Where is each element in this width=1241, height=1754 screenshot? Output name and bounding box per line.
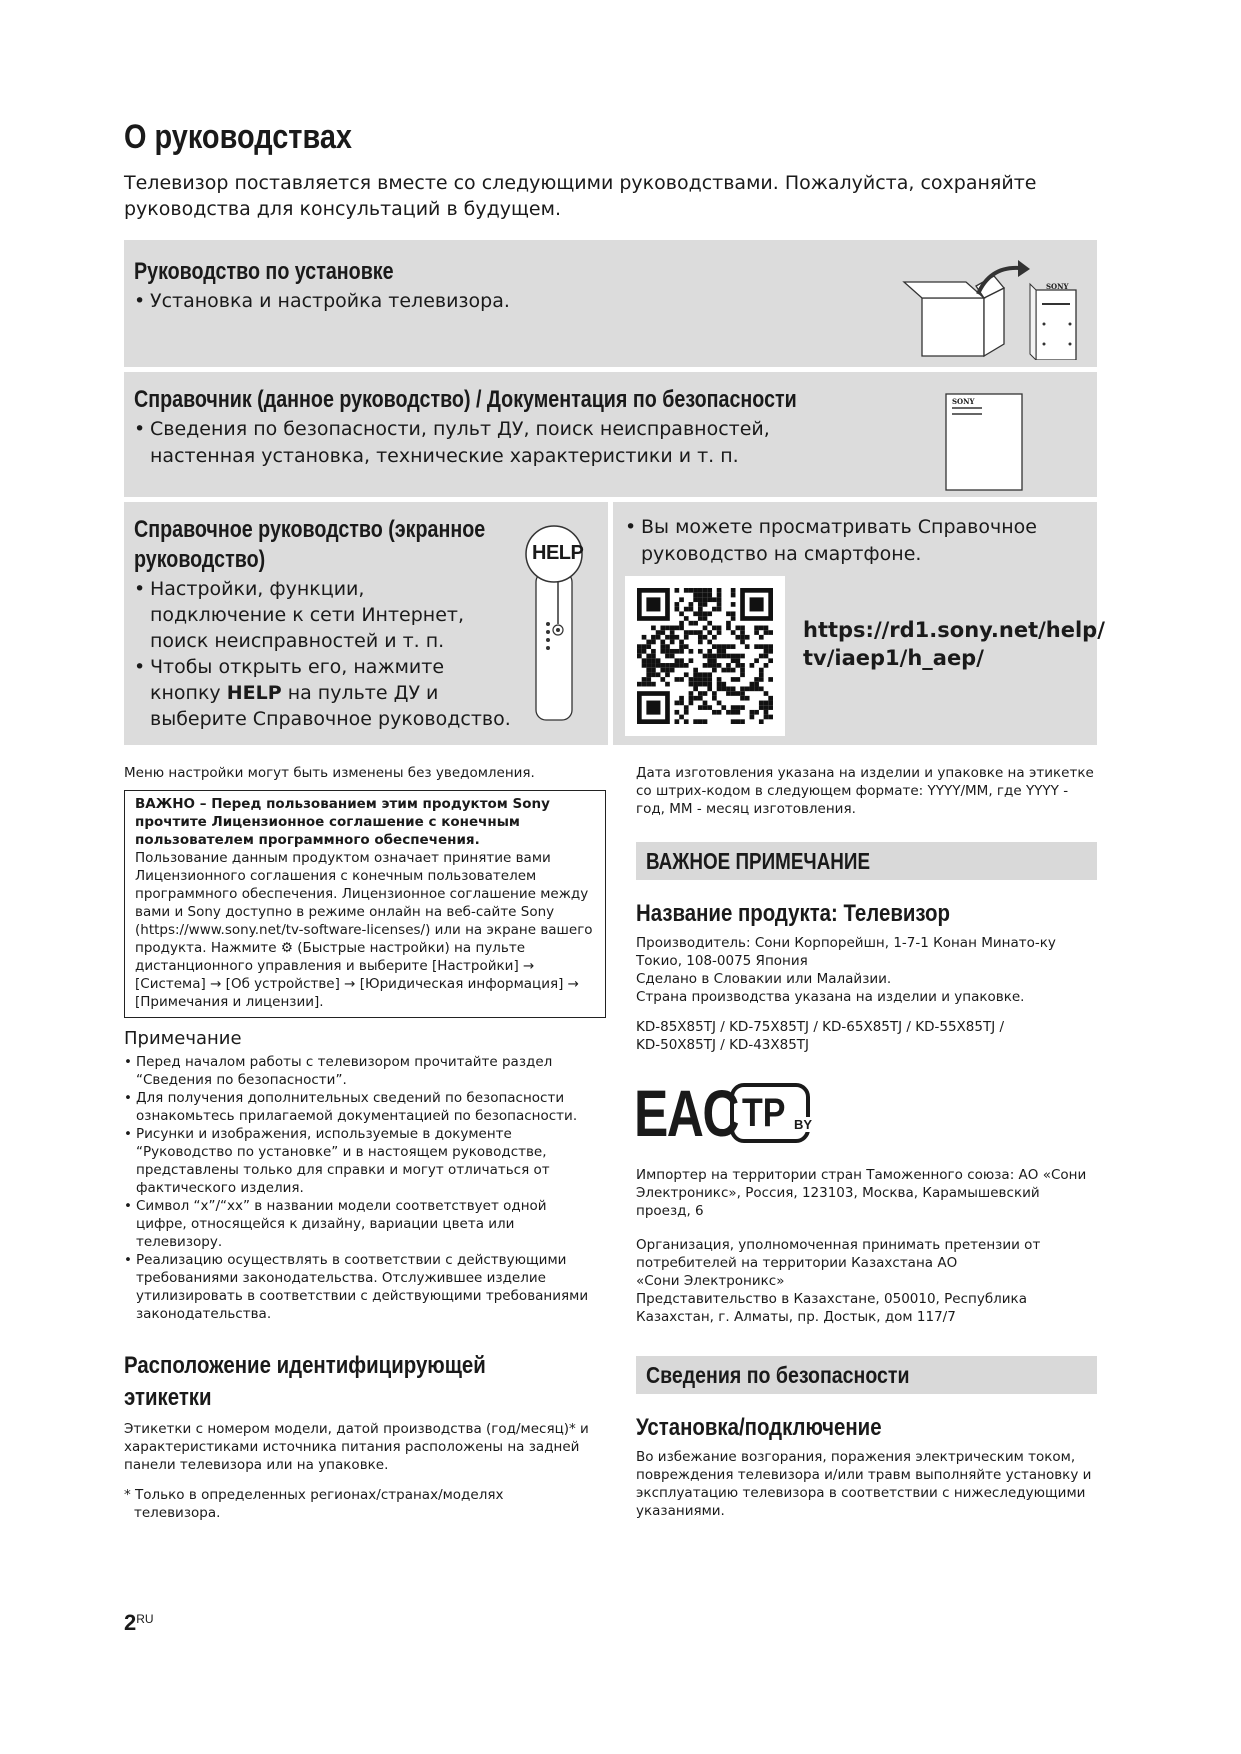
model-list: KD-85X85TJ / KD-75X85TJ / KD-65X85TJ / KD-55X85TJ / KD-50X85TJ / KD-43X85TJ: [636, 1019, 1005, 1053]
smartphone-panel: [613, 502, 1105, 745]
help-button-label: HELP: [532, 542, 584, 564]
importer-info: Импортер на территории стран Таможенного союза: АО «Сони Электроникс», Россия, 123103, Москва, Карамышевский проезд, 6: [636, 1167, 1087, 1219]
box-to-manual-illustration: [894, 260, 1084, 360]
important-notice-bar: [636, 842, 1097, 880]
note-item: • Рисунки и изображения, используемые в документе “Руководство по установке” и в настоящем руководстве, представлены только для справки и могут отличаться от фактического изделия.: [124, 1126, 550, 1196]
tp-by-mark: [730, 1083, 813, 1143]
safety-heading: Сведения по безопасности: [646, 1362, 910, 1388]
installation-subtitle: Установка/подключение: [636, 1414, 882, 1441]
help-guide-bullet-1-text: Настройки, функции, подключение к сети Интернет, поиск неисправностей и т. п.: [150, 578, 464, 652]
page-lang: RU: [136, 1612, 154, 1626]
help-guide-bullet-2-pre: Чтобы открыть его, нажмите кнопку: [150, 656, 445, 704]
manufacturer-info: Производитель: Сони Корпорейшн, 1-7-1 Конан Минато-ку Токио, 108-0075 Япония Сделано в Словакии или Малайзии. Страна производства указана на изделии и упаковке.: [636, 935, 1056, 1005]
intro-text: Телевизор поставляется вместе со следующими руководствами. Пожалуйста, сохраняйте руководства для консультаций в будущем.: [124, 172, 1037, 220]
page-number: [124, 1610, 154, 1636]
important-notice-heading: ВАЖНОЕ ПРИМЕЧАНИЕ: [646, 848, 871, 874]
reference-title: Справочник (данное руководство) / Документация по безопасности: [134, 386, 797, 413]
tp-mark-text: TP: [742, 1091, 786, 1135]
product-name-title: Название продукта: Телевизор: [636, 900, 950, 927]
notes-section: [124, 1028, 594, 1323]
smartphone-bullet-text: Вы можете просматривать Справочное руководство на смартфоне.: [641, 516, 1037, 565]
help-guide-bullet-1: • Настройки, функции, подключение к сети Интернет, поиск неисправностей и т. п.: [134, 576, 544, 654]
sony-logo-2: SONY: [952, 397, 975, 406]
note-item: • Для получения дополнительных сведений по безопасности ознакомьтесь прилагаемой документацией по безопасности.: [124, 1090, 578, 1124]
page-number-value: 2: [124, 1610, 137, 1635]
setup-guide-bullet: • Установка и настройка телевизора.: [134, 288, 510, 315]
help-url-1[interactable]: https://rd1.sony.net/help/: [803, 618, 1105, 642]
note-item: • Символ “x”/“xx” в названии модели соответствует одной цифре, относящейся к дизайну, вариации цвета или телевизору.: [124, 1198, 547, 1250]
page-title: О руководствах: [124, 118, 352, 156]
note-item: • Реализацию осуществлять в соответствии с действующими требованиями законодательства. Отслужившее изделие утилизировать в соответствии с действующими требованиями законодательства.: [124, 1252, 589, 1322]
label-location-title-2: этикетки: [124, 1384, 212, 1411]
setup-guide-panel: [124, 240, 1097, 367]
reference-bullet-text: Сведения по безопасности, пульт ДУ, поиск неисправностей, настенная установка, технические характеристики и т. п.: [150, 418, 770, 467]
organization-info: Организация, уполномоченная принимать претензии от потребителей на территории Казахстана АО «Сони Электроникс» Представительство в Казахстане, 050010, Республика Казахстан, г. Алматы, пр. Достык, дом 117/7: [636, 1237, 1041, 1325]
reference-bullet: • Сведения по безопасности, пульт ДУ, поиск неисправностей, настенная установка, технические характеристики и т. п.: [134, 416, 854, 470]
safety-body: Во избежание возгорания, поражения электрическим током, повреждения телевизора и/или травм выполняйте установку и эксплуатацию телевизора в соответствии с нижеследующими указаниями.: [636, 1449, 1092, 1519]
label-location-body: Этикетки с номером модели, датой производства (год/месяц)* и характеристиками источника питания расположены на задней панели телевизора или на упаковке.: [124, 1421, 589, 1473]
gear-icon: ⚙: [280, 940, 293, 956]
qr-code-frame: [625, 576, 785, 736]
eac-mark: EAC: [634, 1076, 739, 1150]
license-body: [135, 849, 595, 1011]
setup-guide-bullet-text: Установка и настройка телевизора.: [150, 290, 510, 312]
menu-note: Меню настройки могут быть изменены без уведомления.: [124, 765, 535, 781]
safety-bar: [636, 1356, 1097, 1394]
setup-guide-title: Руководство по установке: [134, 258, 394, 285]
license-bold-text: ВАЖНО – Перед пользованием этим продуктом Sony прочтите Лицензионное соглашение с конечным пользователем программного обеспечения.: [135, 796, 550, 848]
notes-title: Примечание: [124, 1028, 242, 1049]
help-key-name: HELP: [226, 682, 282, 704]
label-location-footnote: * Только в определенных регионах/странах/моделях телевизора.: [124, 1487, 504, 1521]
manual-book-illustration: [944, 392, 1024, 492]
qr-code: [637, 588, 773, 724]
help-url-2[interactable]: tv/iaep1/h_aep/: [803, 646, 984, 670]
important-license-box: [124, 790, 606, 1018]
help-guide-title-1: Справочное руководство (экранное: [134, 516, 486, 543]
help-guide-bullet-2-post: на пульте ДУ и выберите Справочное руководство.: [150, 682, 511, 730]
help-guide-title-2: руководство): [134, 546, 266, 573]
reference-panel: [124, 372, 1097, 497]
label-location-title-1: Расположение идентифицирующей: [124, 1352, 486, 1379]
note-item: • Перед началом работы с телевизором прочитайте раздел “Сведения по безопасности”.: [124, 1054, 553, 1088]
license-body-pre: Пользование данным продуктом означает принятие вами Лицензионного соглашения с конечным пользователем программного обеспечения. Лицензионное соглашение между вами и Sony доступно в режиме онлайн на веб-сайте Sony (https://www.sony.net/tv-software-licenses/) или на экране вашего продукта. Нажмите: [135, 850, 593, 956]
notes-list: [124, 1053, 594, 1323]
smartphone-bullet: • Вы можете просматривать Справочное руководство на смартфоне.: [625, 514, 1065, 568]
license-body-post: (Быстрые настройки) на пульте дистанционного управления и выберите [Настройки] → [Система] → [Об устройстве] → [Юридическая информация] → [Примечания и лицензии].: [135, 940, 579, 1010]
help-guide-bullet-2: • Чтобы открыть его, нажмите кнопку HELP на пульте ДУ и выберите Справочное руководство.: [134, 656, 511, 730]
date-note: Дата изготовления указана на изделии и упаковке на этикетке со штрих-кодом в следующем формате: YYYY/MM, где YYYY - год, MM - месяц изготовления.: [636, 765, 1094, 817]
sony-logo: SONY: [1046, 282, 1069, 291]
by-mark-text: BY: [794, 1117, 813, 1132]
help-guide-panel: [124, 502, 608, 745]
